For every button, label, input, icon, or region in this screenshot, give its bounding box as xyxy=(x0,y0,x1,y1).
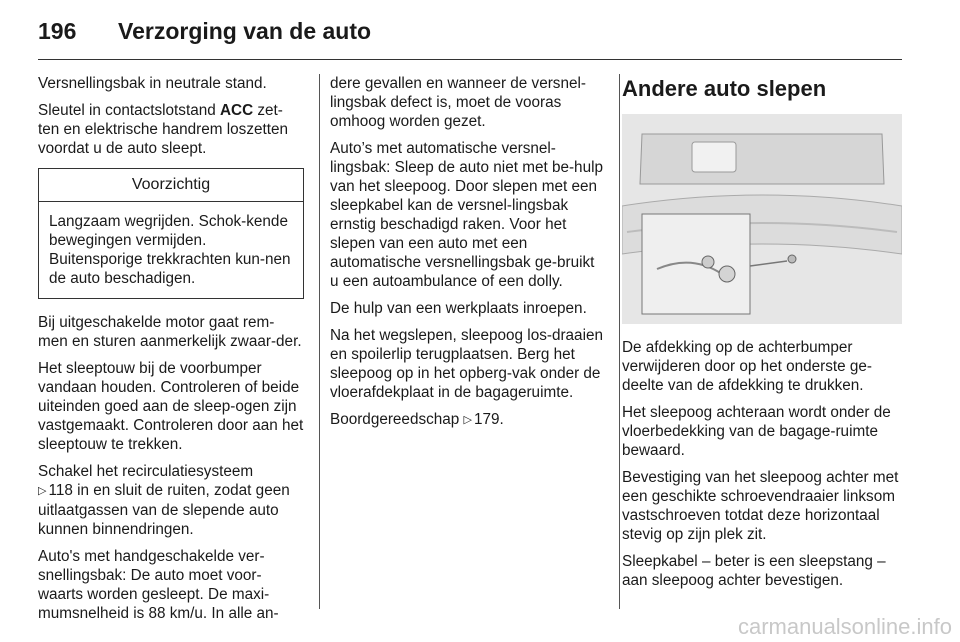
caution-text: Langzaam wegrijden. Schok-kende bewegingen vermijden. Buitensporige trekkrachten kun-nen de auto beschadigen. xyxy=(49,213,291,287)
paragraph: Auto's met handgeschakelde ver-snellingsbak: De auto moet voor-waarts worden gesleept. De maxi-mumsnelheid is 88 km/u. In alle an- xyxy=(38,548,279,622)
page-reference-link[interactable]: 118 xyxy=(48,482,73,499)
tow-eye-illustration xyxy=(622,114,902,324)
paragraph: Schakel het recirculatiesysteem ▷ 118 in en sluit de ruiten, zodat geen uitlaatgassen van de slepende auto kunnen binnendringen. xyxy=(38,463,290,538)
column-2 xyxy=(330,74,606,438)
header-rule xyxy=(38,59,902,60)
section-heading: Andere auto slepen xyxy=(622,76,827,101)
column-3 xyxy=(622,76,905,598)
paragraph: dere gevallen en wanneer de versnel-lingsbak defect is, moet de vooras omhoog worden gezet. xyxy=(330,75,586,130)
arrow-right-icon: ▷ xyxy=(463,414,472,426)
acc-label: ACC xyxy=(219,102,254,119)
page-reference-link[interactable]: 179. xyxy=(474,411,504,428)
paragraph: Bevestiging van het sleepoog achter met een geschikte schroevendraaier linksom vastschroeven totdat deze horizontaal stevig op zijn plek zit. xyxy=(622,469,899,543)
paragraph: Het sleeptouw bij de voorbumper vandaan houden. Controleren of beide uiteinden goed aan de sleep-ogen zijn vastgemaakt. Controleren door aan het sleeptouw te trekken. xyxy=(38,360,304,453)
paragraph: Boordgereedschap ▷ 179. xyxy=(330,411,504,428)
paragraph: Het sleepoog achteraan wordt onder de vloerbedekking van de bagage-ruimte bewaard. xyxy=(622,404,891,459)
paragraph: Auto’s met automatische versnel-lingsbak: Sleep de auto niet met be-hulp van het sleepoog. Door slepen met een sleepkabel kan de versnel-lingsbak ernstig beschadigd raken. Voor het slepen van een auto met een automatische versnellingsbak ge-bruikt u een autoambulance of een dolly. xyxy=(330,140,603,290)
page-number: 196 xyxy=(38,18,77,44)
column-1 xyxy=(38,74,304,631)
paragraph: Na het wegslepen, sleepoog los-draaien en spoilerlip terugplaatsen. Berg het sleepoog op in het opberg-vak onder de vloerafdekplaat in de bagageruimte. xyxy=(330,327,603,401)
paragraph: Sleutel in contactslotstand ACC zet-ten en elektrische handrem loszetten voordat u de auto sleept. xyxy=(38,102,288,157)
caution-title: Voorzichtig xyxy=(39,169,303,202)
caution-box xyxy=(38,168,304,299)
paragraph: De afdekking op de achterbumper verwijderen door op het onderste ge-deelte van de afdekking te drukken. xyxy=(622,339,873,394)
page-title: Verzorging van de auto xyxy=(118,18,372,44)
watermark: carmanualsonline.info xyxy=(737,614,952,639)
paragraph: Bij uitgeschakelde motor gaat rem-men en sturen aanmerkelijk zwaar-der. xyxy=(38,314,302,350)
paragraph: Versnellingsbak in neutrale stand. xyxy=(38,75,267,92)
column-divider xyxy=(319,74,320,609)
paragraph: De hulp van een werkplaats inroepen. xyxy=(330,300,587,317)
column-divider xyxy=(619,74,620,609)
paragraph: Sleepkabel – beter is een sleepstang – aan sleepoog achter bevestigen. xyxy=(622,553,886,589)
arrow-right-icon: ▷ xyxy=(38,485,47,497)
